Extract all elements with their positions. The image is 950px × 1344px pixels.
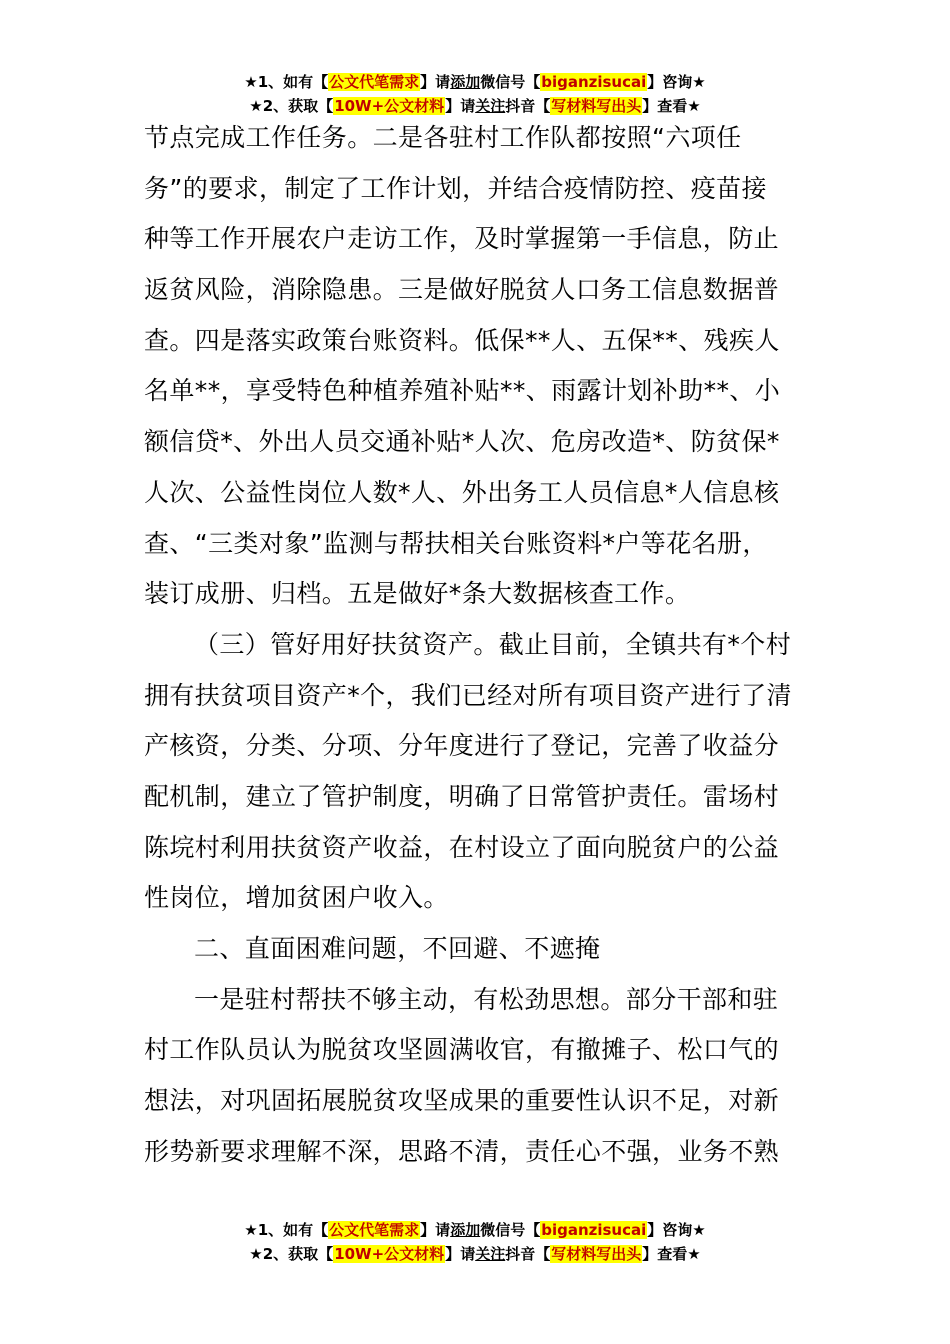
banner-text: ★1、如有【 <box>244 73 329 91</box>
body-line: 人次、公益性岗位人数*人、外出务工人员信息*人信息核 <box>144 477 780 507</box>
document-body <box>144 113 808 1177</box>
banner-text: 抖音【 <box>505 97 551 115</box>
body-line: 节点完成工作任务。二是各驻村工作队都按照“六项任 <box>144 123 742 152</box>
banner-text: 】咨询★ <box>647 1221 706 1239</box>
body-line: 拥有扶贫项目资产*个，我们已经对所有项目资产进行了清 <box>144 680 792 710</box>
banner-text: 抖音【 <box>505 1245 551 1263</box>
body-line: 形势新要求理解不深，思路不清，责任心不强，业务不熟 <box>144 1136 780 1166</box>
banner-underlined: 添加 <box>450 1221 481 1239</box>
body-line: 务”的要求，制定了工作计划，并结合疫情防控、疫苗接 <box>144 173 767 203</box>
banner-text: 微信号【 <box>480 1221 541 1239</box>
banner-text: ★1、如有【 <box>244 1221 329 1239</box>
banner-text: 】请 <box>445 1245 476 1263</box>
banner-underlined: 关注 <box>475 97 506 115</box>
banner-text: 】咨询★ <box>647 73 706 91</box>
banner-text: 】查看★ <box>642 97 701 115</box>
banner-underlined: 添加 <box>450 73 481 91</box>
body-line: 查。四是落实政策台账资料。低保**人、五保**、残疾人 <box>144 325 780 355</box>
banner-highlight: 10W+公文材料 <box>334 97 445 115</box>
banner-underlined: 关注 <box>475 1245 506 1263</box>
body-line: 配机制，建立了管护制度，明确了日常管护责任。雷场村 <box>144 781 780 811</box>
banner-text: 】请 <box>420 1221 451 1239</box>
body-line: 村工作队员认为脱贫攻坚圆满收官，有撤摊子、松口气的 <box>144 1035 780 1065</box>
body-line: 陈垸村利用扶贫资产收益，在村设立了面向脱贫户的公益 <box>144 832 780 862</box>
body-line: 额信贷*、外出人员交通补贴*人次、危房改造*、防贫保* <box>144 427 780 457</box>
banner-text: ★2、获取【 <box>249 1245 334 1263</box>
banner-text: ★2、获取【 <box>249 97 334 115</box>
banner-line-1 <box>0 1218 950 1242</box>
banner-highlight-wechat: biganzisucai <box>541 73 647 91</box>
footer-banner <box>0 1218 950 1266</box>
banner-text: 】请 <box>445 97 476 115</box>
section-heading-three: （三）管好用好扶贫资产。截止目前，全镇共有*个村 <box>194 629 792 659</box>
banner-line-2 <box>0 1242 950 1266</box>
banner-text: 微信号【 <box>480 73 541 91</box>
banner-highlight-wechat: biganzisucai <box>541 1221 647 1239</box>
banner-text: 】请 <box>420 73 451 91</box>
body-line: 性岗位，增加贫困户收入。 <box>144 883 449 913</box>
body-line: 产核资，分类、分项、分年度进行了登记，完善了收益分 <box>144 731 780 761</box>
section-heading-two: 二、直面困难问题，不回避、不遮掩 <box>194 934 601 963</box>
body-line: 一是驻村帮扶不够主动，有松劲思想。部分干部和驻 <box>194 984 779 1014</box>
body-line: 返贫风险，消除隐患。三是做好脱贫人口务工信息数据普 <box>144 275 780 305</box>
header-banner <box>0 70 950 118</box>
body-line: 查、“三类对象”监测与帮扶相关台账资料*户等花名册， <box>144 528 768 558</box>
body-line: 想法，对巩固拓展脱贫攻坚成果的重要性认识不足，对新 <box>144 1086 780 1116</box>
banner-highlight: 公文代笔需求 <box>329 73 420 91</box>
banner-line-1 <box>0 70 950 94</box>
banner-highlight: 10W+公文材料 <box>334 1245 445 1263</box>
banner-highlight-douyin: 写材料写出头 <box>551 1245 642 1263</box>
banner-text: 】查看★ <box>642 1245 701 1263</box>
body-line: 装订成册、归档。五是做好*条大数据核查工作。 <box>144 579 691 609</box>
body-line: 种等工作开展农户走访工作，及时掌握第一手信息，防止 <box>144 224 780 254</box>
body-line: 名单**，享受特色种植养殖补贴**、雨露计划补助**、小 <box>144 376 781 406</box>
banner-highlight: 公文代笔需求 <box>329 1221 420 1239</box>
banner-highlight-douyin: 写材料写出头 <box>551 97 642 115</box>
